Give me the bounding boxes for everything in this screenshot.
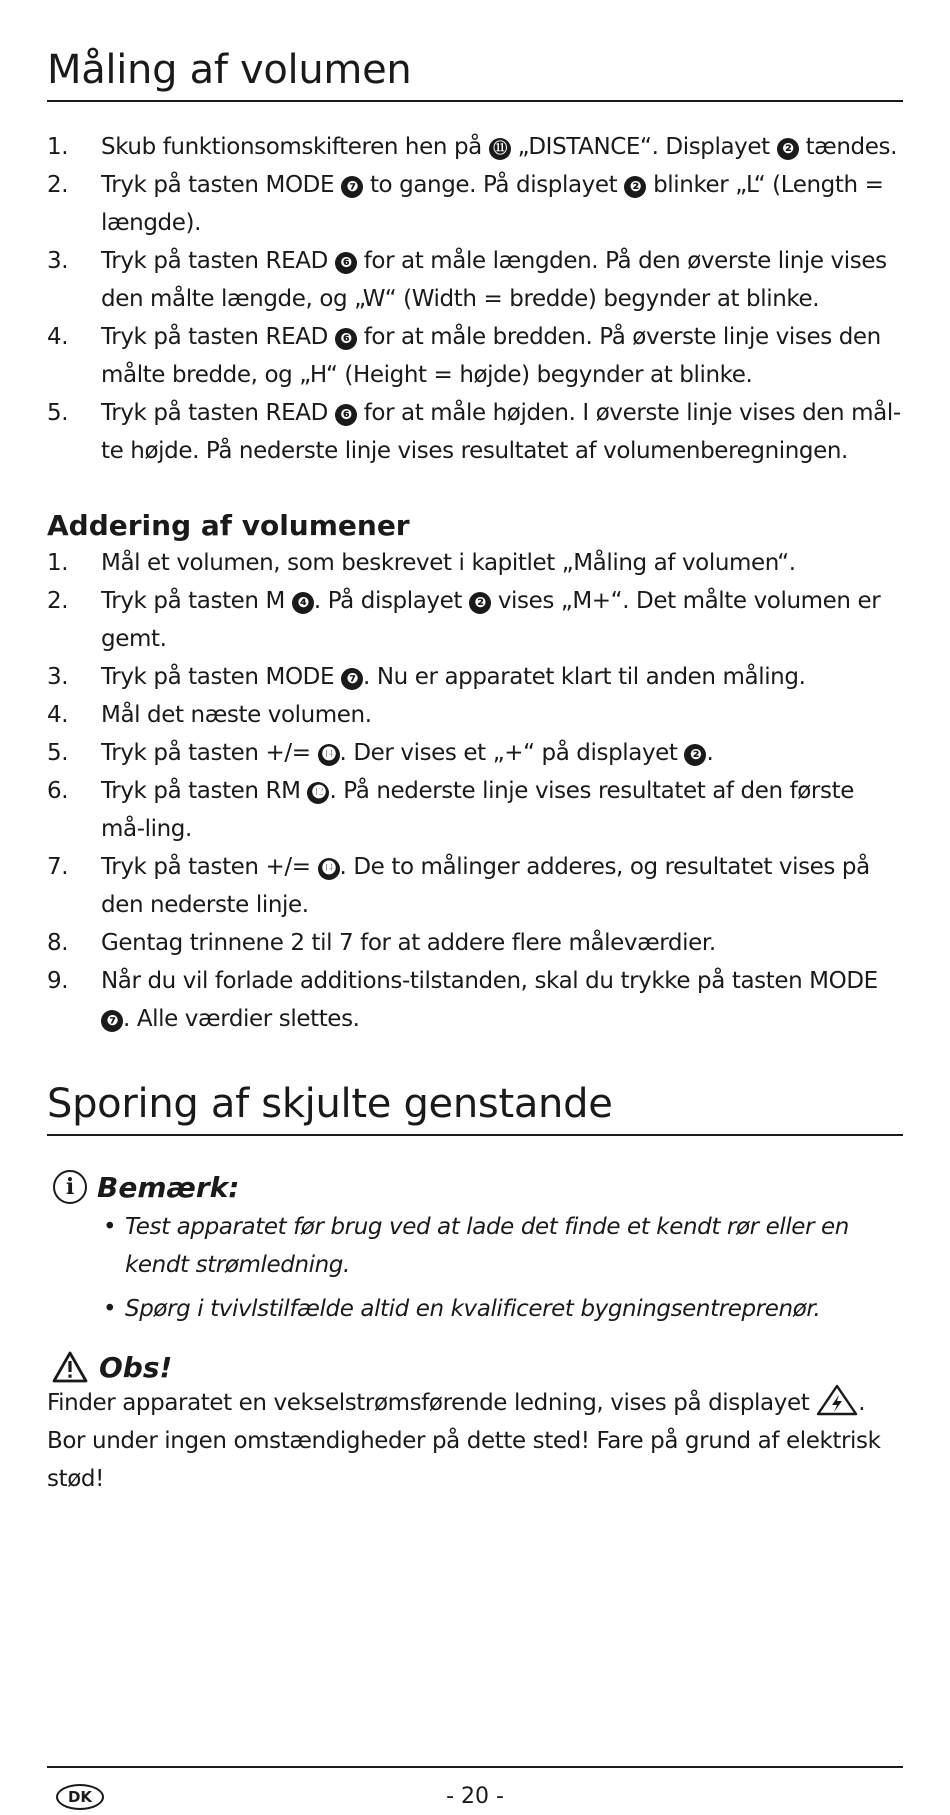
reference-number-badge: ⓬ [307, 782, 329, 804]
step-text-segment: Tryk på tasten READ [101, 248, 335, 274]
step-text [101, 658, 903, 696]
reference-number-badge: ⓮ [318, 858, 340, 880]
step-text-segment: . På displayet [313, 588, 469, 615]
step-item [47, 582, 903, 658]
section-title-adding-volumes: Addering af volumener [47, 509, 410, 542]
step-number: 5. [47, 400, 69, 426]
step-text [101, 544, 903, 582]
step-text-segment: for at måle bredden. På øverste linje vises den målte bredde, og „H“ (Height = højde) begynder at blinke. [101, 324, 881, 388]
step-item [47, 242, 903, 318]
step-number: 1. [47, 134, 69, 160]
step-text-segment: vises „M+“. Det målte volumen er gemt. [101, 588, 881, 653]
step-text-segment: Tryk på tasten MODE [101, 664, 342, 691]
high-voltage-display-icon [816, 1384, 858, 1416]
bullet-dot: • [103, 1296, 117, 1323]
step-text [101, 696, 903, 734]
step-text-segment: . På nederste linje vises resultatet af den første må-ling. [101, 778, 854, 843]
step-text-segment: „DISTANCE“. Displayet [510, 134, 777, 160]
step-number: 3. [47, 248, 69, 274]
warning-text-after: . Bor under ingen omstændigheder på dette sted! Fare på grund af elektrisk stød! [47, 1390, 881, 1493]
footer-divider [47, 1766, 903, 1768]
reference-number-badge: ❻ [335, 404, 357, 426]
step-text [101, 242, 903, 318]
note-bullet [103, 1290, 903, 1328]
step-number: 2. [47, 172, 69, 198]
volume-measurement-steps [47, 128, 903, 470]
step-item [47, 166, 903, 242]
step-text-segment: . [706, 740, 714, 767]
step-number: 6. [47, 778, 69, 805]
warning-text-before: Finder apparatet en vekselstrømsførende ledning, vises på displayet [47, 1390, 810, 1417]
note-bullet-text: Test apparatet før brug ved at lade det finde et kendt rør eller en kendt strømledning. [125, 1214, 849, 1279]
step-text-segment: Mål det næste volumen. [101, 702, 372, 729]
step-text [101, 166, 903, 242]
step-number: 1. [47, 550, 69, 577]
step-number: 4. [47, 324, 69, 350]
note-label: Bemærk: [97, 1170, 240, 1204]
warning-triangle-icon [51, 1350, 89, 1384]
reference-number-badge: ❼ [341, 668, 363, 690]
step-text [101, 848, 903, 924]
step-text [101, 128, 903, 166]
step-text-segment: Tryk på tasten +/= [101, 854, 318, 881]
step-text [101, 734, 903, 772]
reference-number-badge: ❷ [469, 592, 491, 614]
step-text-segment: to gange. På displayet [363, 172, 625, 198]
step-number: 7. [47, 854, 69, 881]
warning-text [47, 1384, 903, 1498]
step-item [47, 962, 903, 1038]
step-item [47, 848, 903, 924]
step-number: 9. [47, 968, 69, 995]
step-number: 5. [47, 740, 69, 767]
step-text-segment: Tryk på tasten RM [101, 778, 308, 805]
step-number: 2. [47, 588, 69, 615]
step-item [47, 394, 903, 470]
reference-number-badge: ⓮ [318, 744, 340, 766]
country-badge: DK [56, 1784, 104, 1810]
step-text-segment: tændes. [798, 134, 897, 160]
step-item [47, 734, 903, 772]
warning-label: Obs! [99, 1350, 173, 1384]
reference-number-badge: ❷ [624, 176, 646, 198]
step-text-segment: Gentag trinnene 2 til 7 for at addere flere måleværdier. [101, 930, 716, 957]
bullet-dot: • [103, 1214, 117, 1241]
reference-number-badge: ❷ [777, 138, 799, 160]
reference-number-badge: ❹ [292, 592, 314, 614]
reference-number-badge: ❷ [684, 744, 706, 766]
step-text [101, 582, 903, 658]
step-item [47, 772, 903, 848]
note-bullet-list [47, 1208, 903, 1328]
step-text-segment: Mål et volumen, som beskrevet i kapitlet „Måling af volumen“. [101, 550, 796, 577]
page-content [47, 0, 903, 1498]
step-text-segment: . Nu er apparatet klart til anden måling. [363, 664, 806, 691]
step-text-segment: . Der vises et „+“ på displayet [339, 740, 685, 767]
step-text-segment: Tryk på tasten M [101, 588, 292, 615]
section-title-hidden-objects: Sporing af skjulte genstande [47, 1082, 903, 1136]
info-icon: i [53, 1170, 87, 1204]
step-text [101, 394, 903, 470]
step-item [47, 544, 903, 582]
step-item [47, 318, 903, 394]
reference-number-badge: ❼ [341, 176, 363, 198]
step-text-segment: Tryk på tasten READ [101, 324, 335, 350]
step-text [101, 962, 903, 1038]
step-item [47, 128, 903, 166]
step-text-segment: Tryk på tasten READ [101, 400, 335, 426]
step-item [47, 658, 903, 696]
note-bullet [103, 1208, 903, 1284]
section-title-volume-measurement: Måling af volumen [47, 48, 903, 102]
step-number: 3. [47, 664, 69, 691]
step-text-segment: for at måle højden. I øverste linje vises den mål-te højde. På nederste linje vises resultatet af volumenberegningen. [101, 400, 901, 464]
step-text-segment: Skub funktionsomskifteren hen på [101, 134, 489, 160]
step-number: 4. [47, 702, 69, 729]
step-text-segment: Når du vil forlade additions-tilstanden, skal du trykke på tasten MODE [101, 968, 878, 995]
adding-volumes-steps [47, 544, 903, 1038]
step-text-segment: for at måle længden. På den øverste linje vises den målte længde, og „W“ (Width = bredde) begynder at blinke. [101, 248, 887, 312]
reference-number-badge: ❼ [101, 1010, 123, 1032]
step-text-segment: . Alle værdier slettes. [123, 1006, 360, 1033]
step-text-segment: . De to målinger adderes, og resultatet vises på den nederste linje. [101, 854, 870, 919]
step-text-segment: Tryk på tasten +/= [101, 740, 318, 767]
step-text-segment: blinker „L“ (Length = længde). [101, 172, 884, 236]
step-item [47, 696, 903, 734]
step-text [101, 318, 903, 394]
note-bullet-text: Spørg i tvivlstilfælde altid en kvalificeret bygningsentreprenør. [125, 1296, 821, 1323]
reference-number-badge: ⑪ [489, 138, 511, 160]
step-item [47, 924, 903, 962]
step-text [101, 924, 903, 962]
reference-number-badge: ❻ [335, 252, 357, 274]
warning-heading [47, 1350, 903, 1384]
step-number: 8. [47, 930, 69, 957]
step-text [101, 772, 903, 848]
page-number: - 20 - [446, 1784, 504, 1809]
step-text-segment: Tryk på tasten MODE [101, 172, 342, 198]
note-heading [47, 1170, 903, 1204]
reference-number-badge: ❻ [335, 328, 357, 350]
